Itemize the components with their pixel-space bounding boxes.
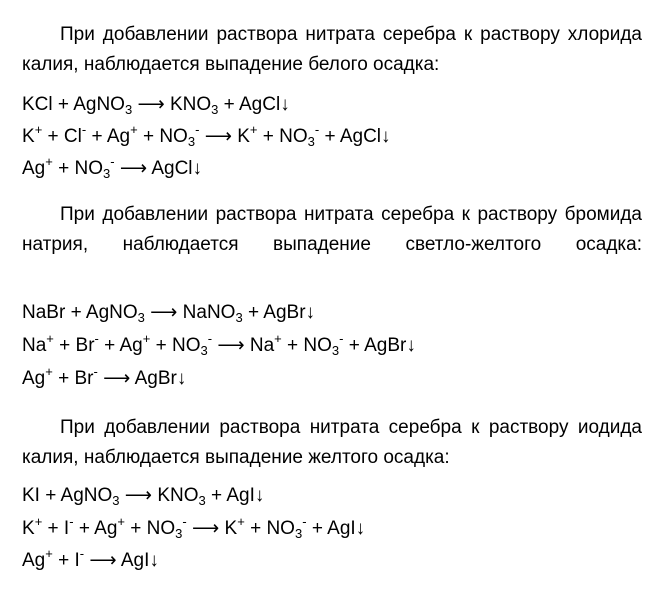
equation-term: + NO — [52, 158, 103, 179]
equation-ki-full-ionic — [22, 514, 365, 544]
equation-term: + NO — [257, 126, 308, 147]
equation-superscript: + — [45, 364, 53, 379]
equation-term: ⟶ KNO — [119, 485, 199, 506]
equation-subscript: 3 — [175, 526, 183, 541]
equation-term: ⟶ Na — [212, 335, 275, 356]
equation-term: + Br — [52, 368, 94, 389]
equation-subscript: 3 — [137, 310, 145, 325]
equation-superscript: - — [81, 122, 87, 137]
equation-term: KCl + AgNO — [22, 94, 125, 115]
equation-superscript: + — [117, 514, 126, 529]
equation-term: + AgCl↓ — [218, 94, 290, 115]
equation-superscript: - — [339, 331, 344, 346]
equation-term: + AgCl↓ — [319, 126, 391, 147]
equation-ki-short-ionic — [22, 546, 159, 576]
paragraph-iodide-text: При добавлении раствора нитрата серебра к раствору иодида калия, наблюдается выпадение желтого осадка: — [22, 417, 642, 468]
equation-superscript: + — [45, 154, 53, 169]
equation-term: Ag — [22, 158, 46, 179]
paragraph-iodide — [22, 413, 642, 473]
equation-term: + Cl — [42, 126, 82, 147]
equation-term: KI + AgNO — [22, 485, 113, 506]
equation-kcl-short-ionic — [22, 154, 202, 184]
equation-term: ⟶ K — [199, 126, 250, 147]
equation-subscript: 3 — [211, 102, 219, 117]
equation-subscript: 3 — [112, 493, 120, 508]
equation-subscript: 3 — [294, 526, 303, 541]
equation-kcl-full-ionic — [22, 122, 391, 152]
equation-term: ⟶ K — [186, 518, 238, 539]
equation-kcl-molecular — [22, 90, 290, 120]
equation-term: + NO — [244, 518, 295, 539]
equation-subscript: 3 — [200, 343, 208, 358]
equation-term: + I — [52, 550, 80, 571]
equation-term: ⟶ NaNO — [144, 302, 236, 323]
equation-superscript: + — [249, 122, 258, 137]
equation-superscript: - — [110, 154, 115, 169]
equation-term: + NO — [125, 518, 176, 539]
equation-term: + AgBr↓ — [242, 302, 316, 323]
equation-superscript: - — [94, 331, 99, 346]
paragraph-bromide — [22, 200, 642, 260]
equation-superscript: + — [274, 331, 282, 346]
paragraph-bromide-text: При добавлении раствора нитрата серебра к раствору бромида натрия, наблюдается выпадение светло-желтого осадка: — [22, 204, 642, 255]
equation-nabr-short-ionic — [22, 364, 186, 394]
equation-superscript: - — [207, 331, 213, 346]
equation-term: ⟶ AgI↓ — [84, 550, 159, 571]
equation-term: + AgI↓ — [306, 518, 366, 539]
equation-superscript: - — [314, 122, 320, 137]
equation-nabr-molecular — [22, 298, 315, 328]
equation-subscript: 3 — [307, 134, 315, 149]
equation-term: NaBr + AgNO — [22, 302, 138, 323]
equation-subscript: 3 — [235, 310, 243, 325]
equation-superscript: - — [93, 364, 98, 379]
equation-subscript: 3 — [187, 134, 196, 149]
equation-superscript: + — [34, 122, 43, 137]
equation-term: K — [22, 126, 35, 147]
equation-subscript: 3 — [103, 166, 111, 181]
equation-superscript: + — [34, 514, 43, 529]
equation-term: ⟶ AgBr↓ — [97, 368, 187, 389]
equation-term: + NO — [281, 335, 332, 356]
equation-superscript: - — [182, 514, 187, 529]
equation-subscript: 3 — [124, 102, 133, 117]
equation-term: Ag — [22, 550, 46, 571]
equation-nabr-full-ionic — [22, 331, 416, 361]
equation-term: K — [22, 518, 35, 539]
equation-superscript: + — [46, 331, 54, 346]
equation-superscript: - — [69, 514, 74, 529]
equation-term: + Ag — [86, 126, 131, 147]
equation-superscript: + — [142, 331, 151, 346]
equation-term: + Ag — [73, 518, 118, 539]
paragraph-chloride-text: При добавлении раствора нитрата серебра к раствору хлорида калия, наблюдается выпадение белого осадка: — [22, 24, 642, 75]
equation-term: ⟶ AgCl↓ — [114, 158, 203, 179]
equation-ki-molecular — [22, 481, 264, 511]
equation-term: + AgBr↓ — [343, 335, 416, 356]
equation-term: + I — [42, 518, 70, 539]
equation-term: + AgI↓ — [205, 485, 265, 506]
paragraph-chloride — [22, 20, 642, 80]
equation-term: + Br — [53, 335, 95, 356]
equation-superscript: - — [302, 514, 307, 529]
equation-superscript: + — [130, 122, 138, 137]
equation-term: Na — [22, 335, 47, 356]
equation-term: + NO — [137, 126, 188, 147]
equation-term: + NO — [150, 335, 201, 356]
equation-superscript: + — [45, 546, 53, 561]
equation-term: + Ag — [98, 335, 143, 356]
equation-superscript: + — [237, 514, 245, 529]
equation-superscript: - — [79, 546, 85, 561]
equation-subscript: 3 — [198, 493, 206, 508]
equation-term: ⟶ KNO — [132, 94, 212, 115]
equation-term: Ag — [22, 368, 46, 389]
equation-subscript: 3 — [331, 343, 340, 358]
equation-superscript: - — [195, 122, 200, 137]
